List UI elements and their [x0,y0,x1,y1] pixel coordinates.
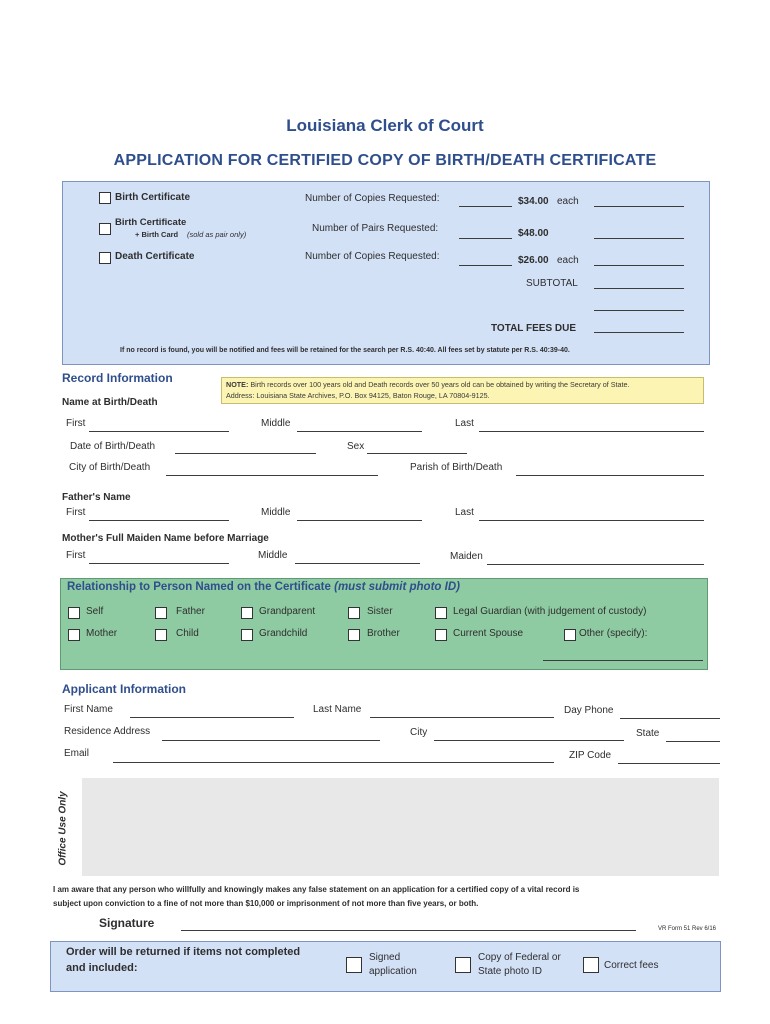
fees-panel [62,181,710,365]
state-label: State [636,728,660,739]
maiden-label: Maiden [450,551,483,562]
subtotal-field[interactable] [594,288,684,289]
birth-card-note: (sold as pair only) [187,230,247,239]
name-at-birth-heading: Name at Birth/Death [62,397,158,408]
pair-price: $48.00 [518,228,549,239]
current-spouse-label: Current Spouse [453,628,524,639]
self-label: Self [86,606,104,617]
mother-first-label: First [66,550,86,561]
birth-card-label: Birth Certificate [115,217,187,228]
middle-label: Middle [261,418,291,429]
residence-address-label: Residence Address [64,726,151,737]
city-field[interactable] [434,740,624,741]
correct-fees-checkbox[interactable] [583,957,599,973]
first-label: First [66,418,86,429]
office-use-label: Office Use Only [57,791,69,866]
father-middle-field[interactable] [297,520,422,521]
record-information-heading: Record Information [62,371,173,385]
death-copies-label: Number of Copies Requested: [305,251,440,262]
mother-first-field[interactable] [89,563,229,564]
dob-field[interactable] [175,453,316,454]
last-label: Last [455,418,474,429]
brother-checkbox[interactable] [348,629,360,641]
mother-label: Mother [86,628,118,639]
pairs-requested-label: Number of Pairs Requested: [312,223,439,234]
note-label: NOTE: [226,380,249,389]
brother-label: Brother [367,628,400,639]
extra-field[interactable] [594,310,684,311]
father-first-field[interactable] [89,520,229,521]
child-checkbox[interactable] [155,629,167,641]
signature-label: Signature [99,916,155,930]
applicant-last-name-field[interactable] [370,717,554,718]
death-amount-field[interactable] [594,265,684,266]
day-phone-label: Day Phone [564,705,614,716]
parish-label: Parish of Birth/Death [410,462,503,473]
self-checkbox[interactable] [68,607,80,619]
grandparent-label: Grandparent [259,606,316,617]
photo-id-checkbox[interactable] [455,957,471,973]
checklist-heading-2: and included: [66,962,138,974]
legal-guardian-checkbox[interactable] [435,607,447,619]
parish-field[interactable] [516,475,704,476]
note-line1: Birth records over 100 years old and Death records over 50 years old can be obtained by writing the Secretary of State. [250,380,630,389]
correct-fees-label: Correct fees [604,960,659,971]
pairs-field[interactable] [459,238,512,239]
zip-label: ZIP Code [569,750,612,761]
birth-certificate-label: Birth Certificate [115,192,191,203]
grandparent-checkbox[interactable] [241,607,253,619]
total-fees-field[interactable] [594,332,684,333]
sister-checkbox[interactable] [348,607,360,619]
office-use-box [82,778,719,876]
photo-id-label-2: State photo ID [478,966,542,977]
father-heading: Father's Name [62,492,131,503]
father-first-label: First [66,507,86,518]
father-last-label: Last [455,507,474,518]
father-middle-label: Middle [261,507,291,518]
subtotal-label: SUBTOTAL [526,278,578,289]
copies-requested-label: Number of Copies Requested: [305,193,440,204]
declaration-line1: I am aware that any person who willfully and knowingly makes any false statement on an application for a certified copy of a vital record is [53,885,580,894]
note-box [221,377,704,404]
death-certificate-checkbox[interactable] [99,252,111,264]
sex-label: Sex [347,441,365,452]
last-name-field[interactable] [479,431,704,432]
father-last-field[interactable] [479,520,704,521]
applicant-last-name-label: Last Name [313,704,362,715]
clerk-title: Louisiana Clerk of Court [286,116,484,135]
note-line2: Address: Louisiana State Archives, P.O. Box 94125, Baton Rouge, LA 70804-9125. [226,391,490,400]
pair-amount-field[interactable] [594,238,684,239]
other-checkbox[interactable] [564,629,576,641]
grandchild-label: Grandchild [259,628,308,639]
birth-price-each: each [557,196,579,207]
dob-label: Date of Birth/Death [70,441,156,452]
other-label: Other (specify): [579,628,648,639]
father-label: Father [176,606,205,617]
form-id: VR Form 51 Rev 6/16 [658,926,717,932]
signed-application-checkbox[interactable] [346,957,362,973]
other-specify-field[interactable] [543,660,703,661]
fees-notice: If no record is found, you will be notified and fees will be retained for the search per R.S. 40:40. All fees set by statute per R.S. 40:39-40. [120,347,570,354]
relationship-heading-note: (must submit photo ID) [334,581,460,593]
application-label: application [369,966,417,977]
current-spouse-checkbox[interactable] [435,629,447,641]
child-label: Child [176,628,199,639]
signature-field[interactable] [181,930,636,931]
death-price: $26.00 [518,255,549,266]
city-label: City [410,727,428,738]
first-name-field[interactable] [89,431,229,432]
birth-card-sub: + Birth Card [135,230,179,239]
birth-card-checkbox[interactable] [99,223,111,235]
zip-field[interactable] [618,763,720,764]
applicant-first-name-field[interactable] [130,717,294,718]
birth-certificate-checkbox[interactable] [99,192,111,204]
applicant-first-name-label: First Name [64,704,113,715]
day-phone-field[interactable] [620,718,720,719]
email-label: Email [64,748,90,759]
form-title: APPLICATION FOR CERTIFIED COPY OF BIRTH/DEATH CERTIFICATE [113,152,657,169]
mother-heading: Mother's Full Maiden Name before Marriage [62,533,269,544]
relationship-heading-text: Relationship to Person Named on the Certificate [67,581,331,593]
applicant-heading: Applicant Information [62,682,186,696]
father-checkbox[interactable] [155,607,167,619]
signed-label: Signed [369,952,401,963]
residence-address-field[interactable] [162,740,380,741]
death-copies-field[interactable] [459,265,512,266]
death-certificate-label: Death Certificate [115,251,195,262]
state-field[interactable] [666,741,720,742]
maiden-field[interactable] [487,564,704,565]
legal-guardian-label: Legal Guardian (with judgement of custody) [453,606,647,617]
city-birth-label: City of Birth/Death [69,462,151,473]
relationship-heading [67,581,460,593]
death-price-each: each [557,255,579,266]
grandchild-checkbox[interactable] [241,629,253,641]
birth-copies-field[interactable] [459,206,512,207]
declaration-line2: subject upon conviction to a fine of not more than $10,000 or imprisonment of not more than five years, or both. [53,899,479,908]
birth-amount-field[interactable] [594,206,684,207]
sex-field[interactable] [367,453,467,454]
mother-middle-field[interactable] [295,563,420,564]
mother-middle-label: Middle [258,550,288,561]
email-field[interactable] [113,762,554,763]
city-birth-field[interactable] [166,475,378,476]
checklist-heading-1: Order will be returned if items not completed [66,946,301,958]
photo-id-label-1: Copy of Federal or [478,952,561,963]
sister-label: Sister [367,606,393,617]
middle-name-field[interactable] [297,431,422,432]
mother-checkbox[interactable] [68,629,80,641]
total-fees-label: TOTAL FEES DUE [491,323,577,334]
birth-price: $34.00 [518,196,549,207]
